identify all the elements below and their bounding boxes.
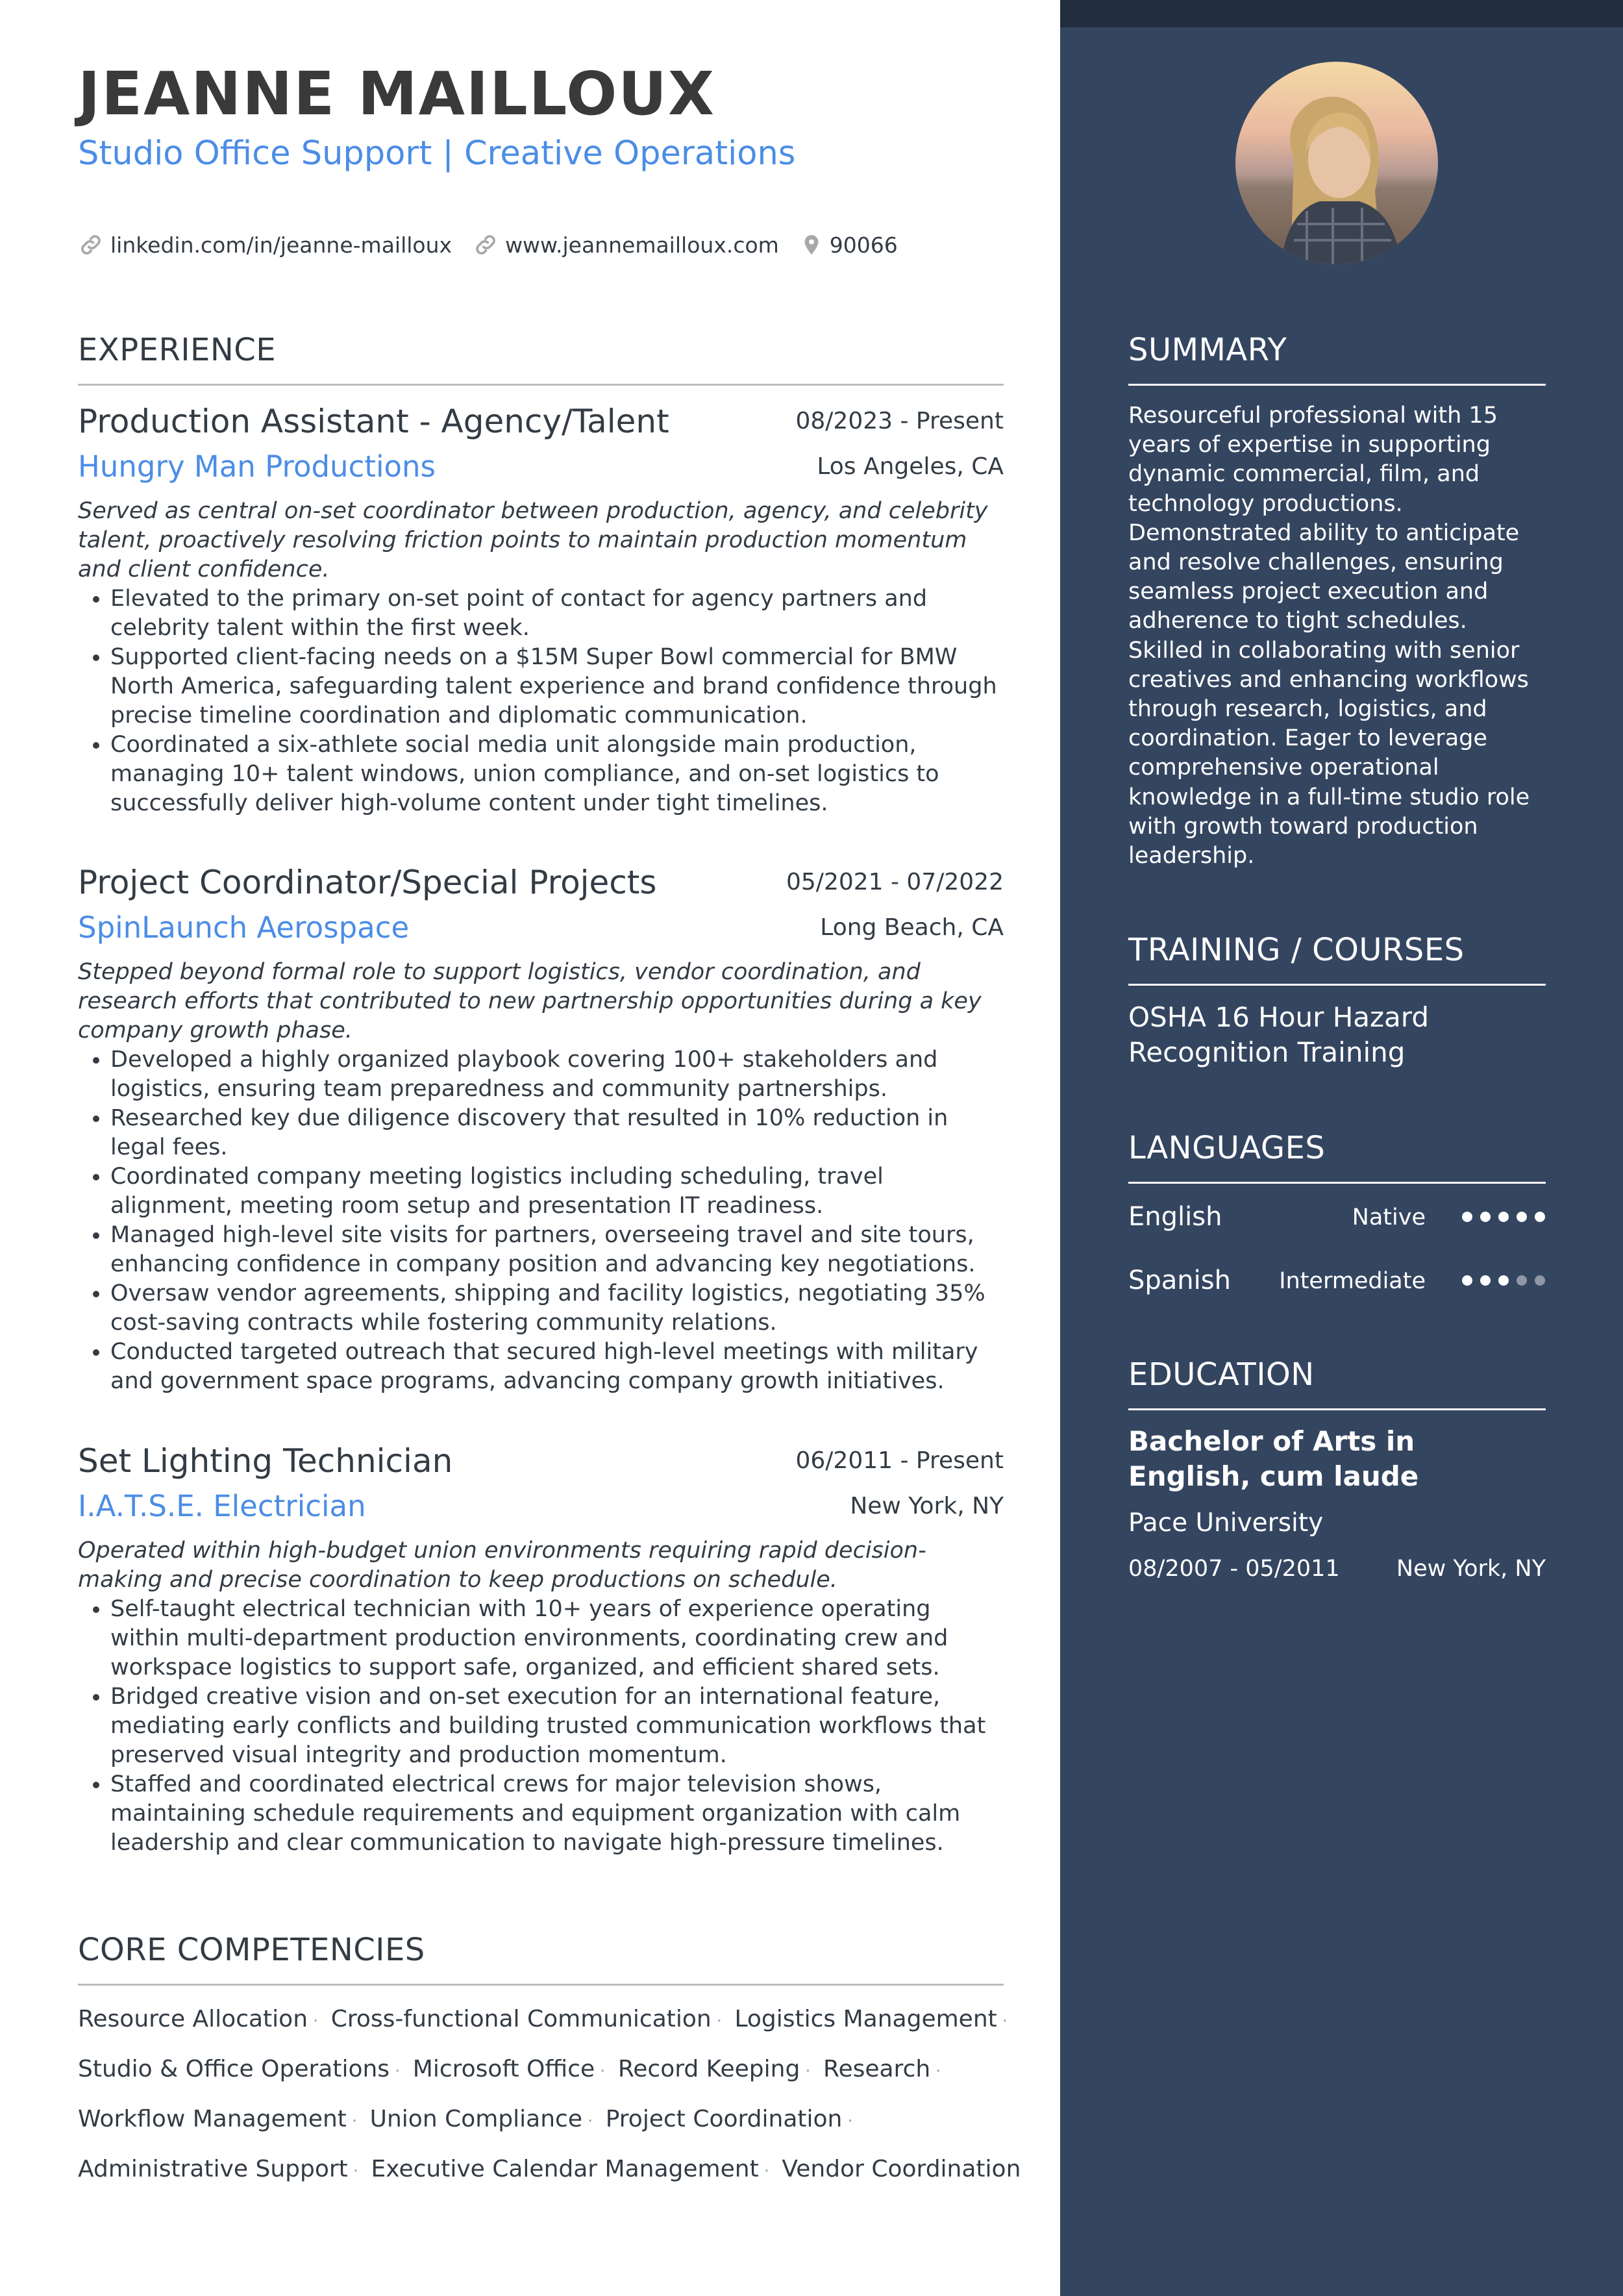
- competency-item: Vendor Coordination: [782, 2156, 1021, 2182]
- language-level: Native: [1352, 1204, 1426, 1230]
- job-title: Set Lighting Technician: [78, 1442, 453, 1480]
- competency-item: Studio & Office Operations: [78, 2056, 390, 2082]
- rating-dot-filled: [1498, 1275, 1509, 1286]
- link-icon: [78, 232, 104, 258]
- training-divider: [1128, 984, 1546, 986]
- rating-dot-filled: [1535, 1212, 1545, 1222]
- website-text: www.jeannemailloux.com: [505, 232, 779, 258]
- summary-text: Resourceful professional with 15 years of expertise in supporting dynamic commercial, film, and technology productions. Demonstrated ability to anticipate and resolve challenges, ensuring seamless project execution and adherence to tight schedules. Skilled in collaborating with senior creatives and enhancing workflows through research, logistics, and coordination. Eager to leverage comprehensive operational knowledge in a full-time studio role with growth toward production leadership.: [1128, 403, 1530, 869]
- language-row: [1128, 1262, 1546, 1299]
- competency-item: Logistics Management: [734, 2006, 997, 2032]
- job-dates: 08/2023 - Present: [795, 408, 1004, 434]
- sidebar-top-band: [1060, 0, 1623, 27]
- training-item: OSHA 16 Hour Hazard Recognition Training: [1128, 1001, 1429, 1068]
- competency-item: Administrative Support: [78, 2156, 348, 2182]
- competency-separator: ·: [847, 2112, 853, 2131]
- website-link[interactable]: [473, 232, 779, 258]
- competencies-heading: CORE COMPETENCIES: [78, 1932, 425, 1968]
- bullet-item: • Staffed and coordinated electrical crews for major television shows, maintaining schedule requirements and equipment organization with calm leadership and clear communication to navigate high-pressure timelines.: [110, 1770, 1004, 1858]
- bullet-item: • Oversaw vendor agreements, shipping and facility logistics, negotiating 35% cost-saving contracts while fostering community relations.: [110, 1279, 1004, 1338]
- location-info: [800, 232, 898, 258]
- competencies-divider: [78, 1984, 1004, 1986]
- job-dates: 06/2011 - Present: [795, 1447, 1004, 1474]
- sidebar: [1060, 0, 1623, 2296]
- language-level: Intermediate: [1279, 1268, 1426, 1294]
- company-name: I.A.T.S.E. Electrician: [78, 1489, 366, 1523]
- education-location: New York, NY: [1396, 1556, 1546, 1582]
- job-entry: [78, 401, 1004, 818]
- bullet-item: • Developed a highly organized playbook covering 100+ stakeholders and logistics, ensuring team preparedness and community partnerships.: [110, 1045, 1004, 1104]
- languages-divider: [1128, 1182, 1546, 1184]
- competency-separator: ·: [1002, 2012, 1008, 2031]
- job-title: Project Coordinator/Special Projects: [78, 864, 657, 901]
- company-name: Hungry Man Productions: [78, 449, 436, 484]
- competency-item: Resource Allocation: [78, 2006, 308, 2032]
- job-summary: Operated within high-budget union environments requiring rapid decision-making and precise coordination to keep productions on schedule.: [78, 1538, 926, 1593]
- bullet-item: • Self-taught electrical technician with 10+ years of experience operating within multi-department production environments, coordinating crew and workspace logistics to support safe, organized, and efficient shared sets.: [110, 1595, 1004, 1682]
- competency-separator: ·: [395, 2062, 401, 2081]
- competency-separator: ·: [313, 2012, 319, 2031]
- competency-item: Microsoft Office: [412, 2056, 595, 2082]
- job-title: Production Assistant - Agency/Talent: [78, 403, 669, 440]
- job-summary: Served as central on-set coordinator between production, agency, and celebrity talent, proactively resolving friction points to maintain production momentum and client confidence.: [78, 498, 988, 582]
- education-dates: 08/2007 - 05/2011: [1128, 1556, 1340, 1582]
- bullet-item: • Coordinated a six-athlete social media unit alongside main production, managing 10+ talent windows, union compliance, and on-set logistics to successfully deliver high-volume content under tight timelines.: [110, 730, 1004, 818]
- language-rating: [1461, 1262, 1546, 1299]
- competency-item: Union Compliance: [369, 2106, 582, 2132]
- linkedin-link[interactable]: [78, 232, 452, 258]
- language-rating: [1461, 1199, 1546, 1235]
- summary-heading: SUMMARY: [1128, 332, 1287, 368]
- bullet-item: • Researched key due diligence discovery that resulted in 10% reduction in legal fees.: [110, 1104, 1004, 1162]
- competency-separator: ·: [805, 2062, 811, 2081]
- summary-divider: [1128, 384, 1546, 386]
- language-row: [1128, 1199, 1546, 1235]
- competency-separator: ·: [600, 2062, 606, 2081]
- candidate-headline: Studio Office Support | Creative Operations: [78, 134, 796, 173]
- language-name: Spanish: [1128, 1266, 1231, 1295]
- rating-dots: [1461, 1262, 1546, 1299]
- bullet-item: • Coordinated company meeting logistics including scheduling, travel alignment, meeting room setup and presentation IT readiness.: [110, 1162, 1004, 1221]
- rating-dot-filled: [1462, 1275, 1472, 1286]
- rating-dot-filled: [1480, 1212, 1491, 1222]
- bullet-item: • Bridged creative vision and on-set execution for an international feature, mediating early conflicts and building trusted communication workflows that preserved visual integrity and production momentum.: [110, 1682, 1004, 1770]
- company-name: SpinLaunch Aerospace: [78, 910, 410, 945]
- rating-dot-filled: [1480, 1275, 1491, 1286]
- bullet-item: • Conducted targeted outreach that secured high-level meetings with military and government space programs, advancing company growth initiatives.: [110, 1338, 1004, 1396]
- competency-item: Executive Calendar Management: [371, 2156, 759, 2182]
- job-bullets: [78, 1045, 1004, 1396]
- zip-code: 90066: [829, 232, 898, 258]
- bullet-item: • Elevated to the primary on-set point of contact for agency partners and celebrity talent within the first week.: [110, 584, 1004, 643]
- job-bullets: [78, 584, 1004, 818]
- competency-item: Research: [823, 2056, 931, 2082]
- rating-dot-empty: [1517, 1275, 1527, 1286]
- education-heading: EDUCATION: [1128, 1356, 1315, 1393]
- rating-dots: [1461, 1199, 1546, 1235]
- rating-dot-empty: [1535, 1275, 1545, 1286]
- training-heading: TRAINING / COURSES: [1128, 932, 1465, 968]
- competency-separator: ·: [587, 2112, 593, 2131]
- job-location: New York, NY: [850, 1493, 1004, 1519]
- competency-separator: ·: [763, 2162, 769, 2181]
- job-entry: [78, 862, 1004, 1396]
- school-name: Pace University: [1128, 1508, 1324, 1538]
- experience-heading: EXPERIENCE: [78, 332, 277, 368]
- competency-separator: ·: [716, 2012, 722, 2031]
- competency-item: Cross-functional Communication: [330, 2006, 712, 2032]
- rating-dot-filled: [1462, 1212, 1472, 1222]
- link-icon: [473, 232, 499, 258]
- rating-dot-filled: [1498, 1212, 1509, 1222]
- profile-photo-illustration: [1235, 62, 1438, 264]
- competency-item: Project Coordination: [605, 2106, 843, 2132]
- contact-bar: [78, 227, 919, 263]
- location-pin-icon: [800, 232, 823, 258]
- language-name: English: [1128, 1202, 1222, 1232]
- profile-photo: [1235, 62, 1438, 264]
- bullet-item: • Managed high-level site visits for partners, overseeing travel and site tours, enhancing confidence in company position and advancing key negotiations.: [110, 1221, 1004, 1279]
- bullet-item: • Supported client-facing needs on a $15M Super Bowl commercial for BMW North America, safeguarding talent experience and brand confidence through precise timeline coordination and diplomatic communication.: [110, 643, 1004, 730]
- rating-dot-filled: [1517, 1212, 1527, 1222]
- linkedin-text: linkedin.com/in/jeanne-mailloux: [110, 232, 452, 258]
- competency-separator: ·: [353, 2162, 359, 2181]
- competency-list: [78, 1995, 1026, 2195]
- competency-item: Record Keeping: [617, 2056, 800, 2082]
- job-dates: 05/2021 - 07/2022: [786, 869, 1004, 895]
- job-summary: Stepped beyond formal role to support logistics, vendor coordination, and research efforts that contributed to new partnership opportunities during a key company growth phase.: [78, 959, 982, 1043]
- job-bullets: [78, 1595, 1004, 1858]
- job-location: Long Beach, CA: [820, 914, 1004, 941]
- candidate-name: JEANNE MAILLOUX: [78, 59, 715, 129]
- job-entry: [78, 1440, 1004, 1858]
- languages-heading: LANGUAGES: [1128, 1130, 1326, 1166]
- competency-separator: ·: [351, 2112, 358, 2131]
- experience-divider: [78, 384, 1004, 386]
- education-divider: [1128, 1408, 1546, 1410]
- competency-item: Workflow Management: [78, 2106, 347, 2132]
- degree: Bachelor of Arts in English, cum laude: [1128, 1425, 1419, 1492]
- job-location: Los Angeles, CA: [817, 453, 1004, 480]
- competency-separator: ·: [935, 2062, 941, 2081]
